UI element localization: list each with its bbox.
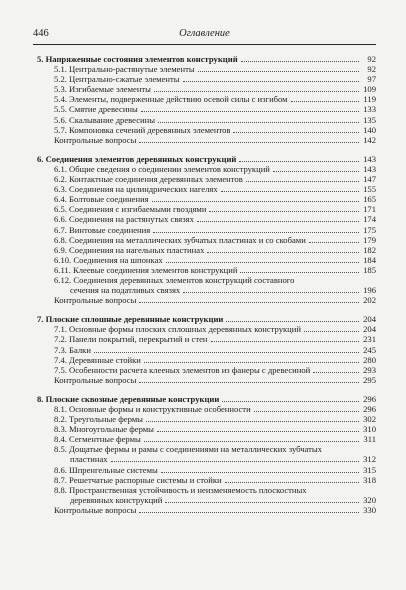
toc-page-number: 330 <box>363 504 376 515</box>
toc-title: пластинах <box>70 454 108 465</box>
dot-leader <box>273 170 359 172</box>
toc-page-number: 174 <box>363 214 376 225</box>
toc-title: 5.2. Центрально-сжатые элементы <box>54 74 180 85</box>
toc-entry <box>37 404 376 414</box>
toc-title: Контрольные вопросы <box>54 374 137 385</box>
dot-leader <box>152 200 359 202</box>
toc-entry <box>37 94 376 104</box>
toc-entry <box>37 125 376 135</box>
review-questions-entry <box>37 375 376 385</box>
dot-leader <box>94 351 359 353</box>
toc-entry <box>37 345 376 355</box>
toc-title: Контрольные вопросы <box>54 504 137 515</box>
toc-title: 7.5. Особенности расчета клееных элементов из фанеры с древесиной <box>54 364 311 375</box>
toc-title: 6.2. Контактные соединения деревянных элементов <box>54 174 243 185</box>
dot-leader <box>197 220 359 222</box>
toc-page-number: 312 <box>363 454 376 465</box>
toc-title: 8.6. Шпренгельные системы <box>54 464 158 475</box>
toc-title: 6.11. Клеевые соединения элементов конструкций <box>54 264 238 275</box>
toc-page-number: 143 <box>363 163 376 174</box>
toc-page-number: 147 <box>363 174 376 185</box>
dot-leader <box>239 160 359 162</box>
dot-leader <box>183 291 359 293</box>
dot-leader <box>207 251 359 253</box>
toc-entry <box>37 275 376 295</box>
dot-leader <box>226 320 359 322</box>
toc-entry <box>37 465 376 475</box>
toc-title: 5.1. Центрально-растянутые элементы <box>54 64 195 75</box>
dot-leader <box>111 460 359 462</box>
toc-entry <box>37 475 376 485</box>
toc-section <box>37 314 376 385</box>
toc-section <box>37 394 376 515</box>
toc-title: 7.3. Балки <box>54 344 91 355</box>
toc-page-number: 310 <box>363 424 376 435</box>
toc-page-number: 231 <box>363 334 376 345</box>
dot-leader <box>139 141 359 143</box>
toc-title-line: 8.8. Пространственная устойчивость и неизменяемость плоскостных <box>54 484 307 495</box>
toc-entry <box>37 84 376 94</box>
toc-page-number: 143 <box>363 153 376 164</box>
toc-page-number: 295 <box>363 374 376 385</box>
toc-page-number: 311 <box>363 434 376 445</box>
toc-title: 7.4. Деревянные стойки <box>54 354 141 365</box>
toc-page-number: 92 <box>367 64 376 75</box>
dot-leader <box>144 440 359 442</box>
page-header <box>33 28 376 45</box>
dot-leader <box>313 371 359 373</box>
dot-leader <box>209 210 359 212</box>
toc-page-number: 171 <box>363 204 376 215</box>
table-of-contents <box>37 54 376 515</box>
dot-leader <box>139 381 359 383</box>
toc-entry <box>37 424 376 434</box>
toc-page-number: 182 <box>363 244 376 255</box>
dot-leader <box>139 511 359 513</box>
toc-page-number: 315 <box>363 464 376 475</box>
toc-title: 5.4. Элементы, подверженные действию осевой силы с изгибом <box>54 94 288 105</box>
dot-leader <box>153 231 359 233</box>
toc-entry <box>37 64 376 74</box>
dot-leader <box>157 430 359 432</box>
dot-leader <box>166 261 359 263</box>
running-title: Оглавление <box>179 28 230 39</box>
toc-title: 6.5. Соединения с изгибаемыми гвоздями <box>54 204 207 215</box>
toc-entry <box>37 334 376 344</box>
toc-title: 6.9. Соединения на нагельных пластинах <box>54 244 205 255</box>
toc-title: 6.4. Болтовые соединения <box>54 194 149 205</box>
toc-entry <box>37 204 376 214</box>
dot-leader <box>154 90 359 92</box>
toc-page-number: 296 <box>363 404 376 414</box>
dot-leader <box>309 241 359 243</box>
toc-title: 5.3. Изгибаемые элементы <box>54 84 151 95</box>
toc-title-continuation <box>54 495 376 505</box>
dot-leader <box>165 501 359 503</box>
toc-entry <box>37 265 376 275</box>
toc-title: 5. Напряженные состояния элементов конструкций <box>37 54 238 64</box>
toc-title-line: 6.12. Соединения деревянных элементов конструкций составного <box>54 274 295 285</box>
toc-title: 6. Соединения элементов деревянных конструкций <box>37 153 237 164</box>
section-heading <box>37 314 376 324</box>
toc-page-number: 109 <box>363 84 376 95</box>
dot-leader <box>221 190 359 192</box>
dot-leader <box>211 340 359 342</box>
toc-page-number: 175 <box>363 224 376 235</box>
toc-title: Контрольные вопросы <box>54 295 137 306</box>
dot-leader <box>146 420 359 422</box>
dot-leader <box>241 60 359 62</box>
toc-page-number: 245 <box>363 344 376 355</box>
dot-leader <box>222 400 359 402</box>
toc-page-number: 202 <box>363 295 376 306</box>
toc-entry <box>37 245 376 255</box>
toc-title: 7. Плоские сплошные деревянные конструкции <box>37 314 224 325</box>
toc-title-continuation <box>54 285 376 295</box>
toc-title: 6.1. Общие сведения о соединении элементов конструкций <box>54 163 270 174</box>
toc-title: 5.7. Компоновка сечений деревянных элементов <box>54 124 231 135</box>
toc-title-line: 8.5. Дощатые фермы и рамы с соединениями на металлических зубчатых <box>54 444 322 455</box>
section-heading <box>37 154 376 164</box>
toc-page-number: 155 <box>363 184 376 195</box>
toc-page-number: 185 <box>363 264 376 275</box>
toc-title: Контрольные вопросы <box>54 134 137 145</box>
toc-page-number: 196 <box>363 285 376 296</box>
dot-leader <box>141 110 359 112</box>
dot-leader <box>291 100 359 102</box>
toc-page-number: 184 <box>363 254 376 265</box>
toc-title: 6.3. Соединения на цилиндрических нагелях <box>54 184 218 195</box>
toc-section <box>37 54 376 145</box>
dot-leader <box>144 361 359 363</box>
toc-entry <box>37 214 376 224</box>
dot-leader <box>254 410 359 412</box>
toc-entry <box>37 485 376 505</box>
dot-leader <box>225 481 359 483</box>
toc-title: 8. Плоские сквозные деревянные конструкции <box>37 393 220 404</box>
toc-title: 6.7. Винтовые соединения <box>54 224 151 235</box>
toc-title: 7.2. Панели покрытий, перекрытий и стен <box>54 334 208 345</box>
toc-page-number: 296 <box>363 393 376 404</box>
toc-page-number: 293 <box>363 364 376 375</box>
page-number: 446 <box>33 28 49 39</box>
toc-page-number: 318 <box>363 474 376 485</box>
toc-entry <box>37 365 376 375</box>
toc-entry <box>37 414 376 424</box>
toc-entry <box>37 194 376 204</box>
toc-entry <box>37 164 376 174</box>
review-questions-entry <box>37 135 376 145</box>
toc-title: деревянных конструкций <box>70 494 163 505</box>
dot-leader <box>139 301 359 303</box>
dot-leader <box>240 271 359 273</box>
toc-entry <box>37 174 376 184</box>
toc-entry <box>37 444 376 464</box>
toc-page-number: 97 <box>367 74 376 85</box>
toc-title: 8.1. Основные формы и конструктивные особенности <box>54 404 251 414</box>
section-heading <box>37 394 376 404</box>
toc-page-number: 204 <box>363 324 376 335</box>
dot-leader <box>161 471 359 473</box>
toc-title: 6.8. Соединения на металлических зубчатых пластинах и со скобами <box>54 234 306 245</box>
toc-entry <box>37 115 376 125</box>
toc-page-number: 179 <box>363 234 376 245</box>
toc-title: 8.7. Решетчатые распорные системы и стойки <box>54 474 222 485</box>
dot-leader <box>158 121 359 123</box>
toc-entry <box>37 324 376 334</box>
toc-page-number: 119 <box>363 94 376 105</box>
toc-page-number: 142 <box>363 134 376 145</box>
toc-page-number: 320 <box>363 494 376 505</box>
toc-page-number: 92 <box>367 54 376 64</box>
toc-entry <box>37 235 376 245</box>
toc-section <box>37 154 376 305</box>
toc-title: 8.4. Сегментные фермы <box>54 434 141 445</box>
toc-entry <box>37 74 376 84</box>
toc-title: 8.2. Треугольные фермы <box>54 414 143 425</box>
toc-title: 6.10. Соединения на шпонках <box>54 254 163 265</box>
dot-leader <box>233 131 359 133</box>
toc-page-number: 280 <box>363 354 376 365</box>
toc-page-number: 133 <box>363 104 376 115</box>
toc-entry <box>37 255 376 265</box>
dot-leader <box>183 80 359 82</box>
toc-entry <box>37 104 376 114</box>
toc-page-number: 204 <box>363 314 376 325</box>
toc-title-continuation <box>54 454 376 464</box>
toc-title: 7.1. Основные формы плоских сплошных деревянных конструкций <box>54 324 301 335</box>
toc-page-number: 302 <box>363 414 376 425</box>
toc-title: сечения на податливых связях <box>70 285 181 296</box>
toc-title: 6.6. Соединения на растянутых связях <box>54 214 194 225</box>
toc-title: 5.5. Смятие древесины <box>54 104 138 115</box>
toc-entry <box>37 184 376 194</box>
toc-page-number: 135 <box>363 114 376 125</box>
review-questions-entry <box>37 295 376 305</box>
toc-page-number: 140 <box>363 124 376 135</box>
toc-title: 5.6. Скалывание древесины <box>54 114 155 125</box>
toc-entry <box>37 225 376 235</box>
dot-leader <box>198 70 359 72</box>
toc-entry <box>37 434 376 444</box>
toc-page-number: 165 <box>363 194 376 205</box>
toc-entry <box>37 355 376 365</box>
toc-title: 8.3. Многоугольные фермы <box>54 424 154 435</box>
dot-leader <box>246 180 359 182</box>
dot-leader <box>304 330 359 332</box>
section-heading <box>37 54 376 64</box>
review-questions-entry <box>37 505 376 515</box>
